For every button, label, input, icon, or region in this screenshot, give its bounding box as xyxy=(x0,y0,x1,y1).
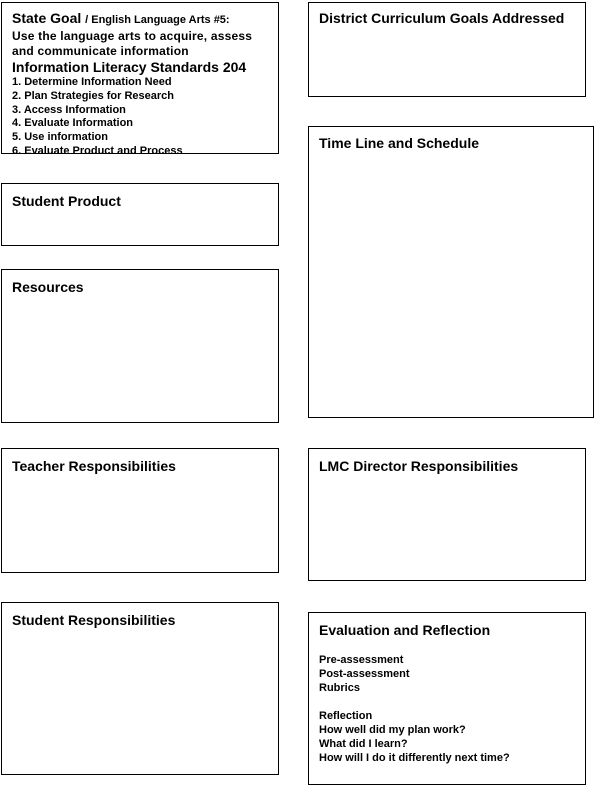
state-goal-label: State Goal xyxy=(12,10,82,26)
student-product-box[interactable] xyxy=(1,183,279,246)
state-goal-heading xyxy=(12,10,278,29)
standard-item: 4. Evaluate Information xyxy=(12,117,134,130)
state-goal-description-1: Use the language arts to acquire, assess xyxy=(12,29,253,43)
student-product-title: Student Product xyxy=(12,193,121,209)
state-goal-box xyxy=(1,2,279,154)
lmc-director-responsibilities-box[interactable] xyxy=(308,448,586,581)
reflection-question: How will I do it differently next time? xyxy=(319,752,510,764)
spacer xyxy=(319,695,585,709)
standard-item: 6. Evaluate Product and Process xyxy=(12,144,183,154)
reflection-heading: Reflection xyxy=(319,710,373,722)
student-responsibilities-box[interactable] xyxy=(1,602,279,775)
timeline-title: Time Line and Schedule xyxy=(319,135,480,151)
reflection-question: What did I learn? xyxy=(319,738,408,750)
standard-item: 5. Use information xyxy=(12,131,108,144)
assessment-item: Rubrics xyxy=(319,682,360,694)
student-responsibilities-title: Student Responsibilities xyxy=(12,612,176,628)
state-goal-description-2: and communicate information xyxy=(12,44,189,58)
teacher-responsibilities-box[interactable] xyxy=(1,448,279,573)
state-goal-subject: / English Language Arts #5: xyxy=(85,14,230,26)
evaluation-title: Evaluation and Reflection xyxy=(319,622,491,638)
resources-box[interactable] xyxy=(1,269,279,423)
reflection-list xyxy=(319,709,585,765)
resources-title: Resources xyxy=(12,279,84,295)
assessment-list xyxy=(319,653,585,695)
standards-list xyxy=(12,76,278,154)
timeline-box[interactable] xyxy=(308,126,594,418)
district-goals-box[interactable] xyxy=(308,2,586,97)
standard-item: 2. Plan Strategies for Research xyxy=(12,89,175,102)
reflection-question: How well did my plan work? xyxy=(319,724,466,736)
standard-item: 3. Access Information xyxy=(12,103,126,116)
teacher-responsibilities-title: Teacher Responsibilities xyxy=(12,458,176,474)
standard-item: 1. Determine Information Need xyxy=(12,76,172,88)
assessment-item: Pre-assessment xyxy=(319,654,404,666)
evaluation-reflection-box[interactable] xyxy=(308,612,586,785)
district-goals-title: District Curriculum Goals Addressed xyxy=(319,10,565,26)
standards-title: Information Literacy Standards 204 xyxy=(12,59,247,75)
assessment-item: Post-assessment xyxy=(319,668,410,680)
lmc-director-responsibilities-title: LMC Director Responsibilities xyxy=(319,458,519,474)
